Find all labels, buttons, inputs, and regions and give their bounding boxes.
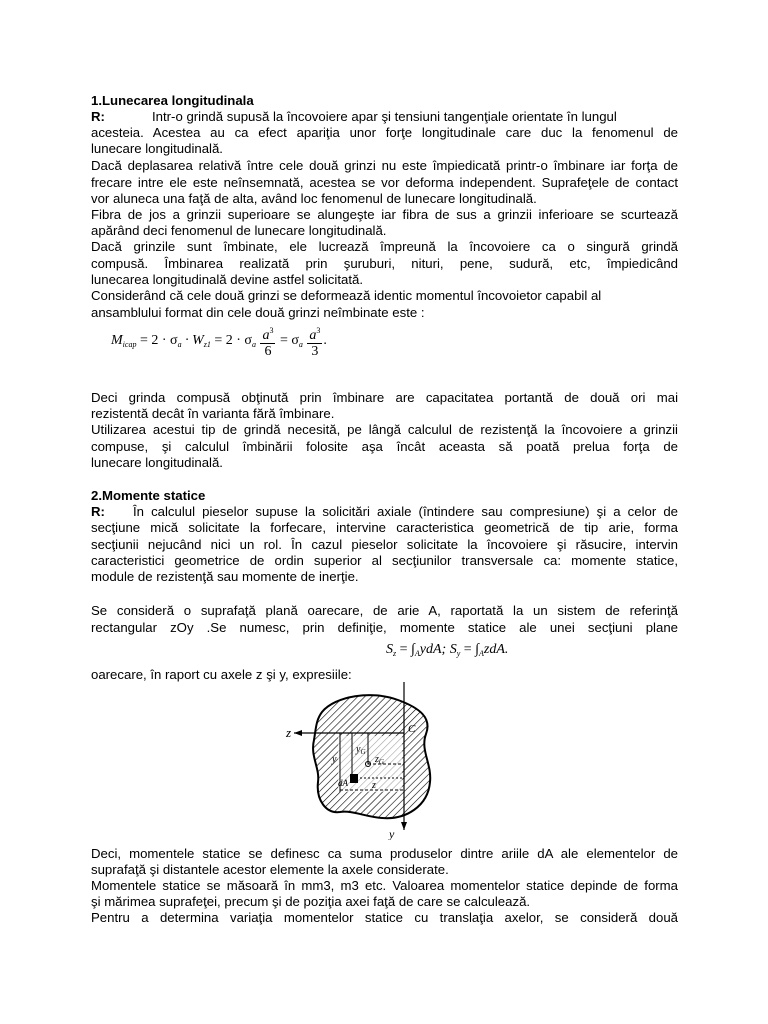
section-2-after-5: Pentru a determina variaţia momentelor statice cu translaţia axelor, se consideră două bbox=[91, 910, 678, 925]
section-1-line-6: vor aluneca una faţă de alta, având loc fenomenul de lunecare longitudinală. bbox=[91, 191, 537, 206]
section-1-after-4: compuse, şi calculul îmbinării folosite aşa încât aceasta să poată prelua forţa de bbox=[91, 439, 678, 454]
fraction-a3-over-3: $\frac{a^3}{3}$ bbox=[307, 323, 322, 359]
section-2-line-5: module de rezistenţă sau momente de inerţie. bbox=[91, 569, 359, 584]
label-y: y bbox=[332, 754, 337, 765]
section-1-line-11: lunecarea longitudinală devine astfel solicitată. bbox=[91, 272, 363, 287]
section-1-line-9: Dacă grinzile sunt îmbinate, ele lucrează împreună la încovoiere ca o singură grindă bbox=[91, 239, 678, 254]
section-1-line-4: Dacă deplasarea relativă între cele două grinzi nu este împiedicată printr-o îmbinare iar forţa de bbox=[91, 158, 678, 173]
section-1-after-5: lunecare longitudinală. bbox=[91, 455, 223, 470]
section-2-line-2: secţiune mică solicitate la forfecare, intervine caracteristica geometrică de tip arie, forma bbox=[91, 520, 678, 535]
section-1-after-3: Utilizarea acestui tip de grindă necesită, pe lângă calculul de rezistenţă la încovoiere a grinzii bbox=[91, 422, 678, 437]
section-2-after-3: Momentele statice se măsoară în mm3, m3 etc. Valoarea momentelor statice depinde de forma bbox=[91, 878, 678, 893]
label-z-axis: z bbox=[286, 725, 292, 740]
label-yG: $y_G$ bbox=[356, 744, 366, 756]
section-2-line-8: oarecare, în raport cu axele z şi y, expresiile: bbox=[91, 667, 352, 682]
section-1-line-2: acesteia. Acestea au ca efect apariţia unor forţe longitudinale care duc la fenomenul de bbox=[91, 125, 678, 140]
label-dA: dA bbox=[338, 778, 348, 788]
section-2-line-1: R: În calculul pieselor supuse la solicitări axiale (întindere sau compresiune) şi a celor de bbox=[91, 504, 678, 519]
label-C: C bbox=[408, 723, 416, 735]
moment-formula: $M_{icap} = 2 \cdot \sigma_a \cdot W_{z1} = 2 \cdot \sigma_a$ $\frac{a^3}{6}$ = $\sigma_a$ $\frac{a^3}{3}$ . bbox=[111, 323, 327, 359]
section-1-after-2: rezistentă decât în varianta fără îmbinare. bbox=[91, 406, 335, 421]
section-2-line-6: Se consideră o suprafaţă plană oarecare, de arie A, raportată la un sistem de referinţă bbox=[91, 603, 678, 618]
label-y-axis: y bbox=[389, 827, 395, 840]
section-1-line-3: lunecare longitudinală. bbox=[91, 141, 223, 156]
section-2-r-label: R: bbox=[91, 504, 105, 519]
section-2-line-4: caracteristici geometrice de ordin superior al secţiunilor transversale ca: momente statice, bbox=[91, 553, 678, 568]
cross-section-diagram bbox=[280, 682, 450, 840]
section-2-after-2: suprafaţă şi distantele acestor elemente la axele considerate. bbox=[91, 862, 449, 877]
section-2-title: 2.Momente statice bbox=[91, 488, 206, 503]
static-moment-formula: $S_z = \int_AydA$; $S_y = \int_AzdA$. bbox=[386, 642, 509, 658]
fraction-a3-over-6: $\frac{a^3}{6}$ bbox=[260, 323, 275, 359]
label-z: z bbox=[372, 780, 376, 791]
section-2-after-1: Deci, momentele statice se definesc ca suma produselor dintre ariile dA ale elementelor de bbox=[91, 846, 678, 861]
section-1-line-10: compusă. Îmbinarea realizată prin şuruburi, nituri, pene, sudură, etc, împiedicând bbox=[91, 256, 678, 271]
section-2-line-3: secţiunii nejucând nici un rol. În cazul pieselor solicitate la încovoiere şi răsucire, intervin bbox=[91, 537, 678, 552]
section-1-line-8: apărând deci fenomenul de lunecare longitudinală. bbox=[91, 223, 387, 238]
label-zG: $z_G$ bbox=[375, 754, 384, 766]
section-1-line-13: ansamblului format din cele două grinzi neîmbinate este : bbox=[91, 305, 425, 320]
section-2-after-4: şi mărimea suprafeţei, precum şi de poziţia axei faţă de care se calculează. bbox=[91, 894, 531, 909]
section-1-title: 1.Lunecarea longitudinala bbox=[91, 93, 254, 108]
section-1-line-7: Fibra de jos a grinzii superioare se alungeşte iar fibra de sus a grinzii inferioare se scurtează bbox=[91, 207, 678, 222]
section-1-r-label: R: bbox=[91, 109, 105, 124]
section-1-line-1: R: Intr-o grindă supusă la încovoiere apar şi tensiuni tangenţiale orientate în lungul bbox=[91, 109, 617, 124]
section-2-line-7: rectangular zOy .Se numesc, prin definiţie, momente statice ale unei secţiuni plane bbox=[91, 620, 678, 635]
section-1-after-1: Deci grinda compusă obţinută prin îmbinare are capacitatea portantă de două ori mai bbox=[91, 390, 678, 405]
dA-element bbox=[350, 774, 358, 783]
section-1-line-12: Considerând că cele două grinzi se deformează identic momentul încovoietor capabil al bbox=[91, 288, 602, 303]
section-1-line-5: frecare intre ele este neînsemnată, acestea se vor deforma independent. Suprafeţele de contact bbox=[91, 175, 678, 190]
